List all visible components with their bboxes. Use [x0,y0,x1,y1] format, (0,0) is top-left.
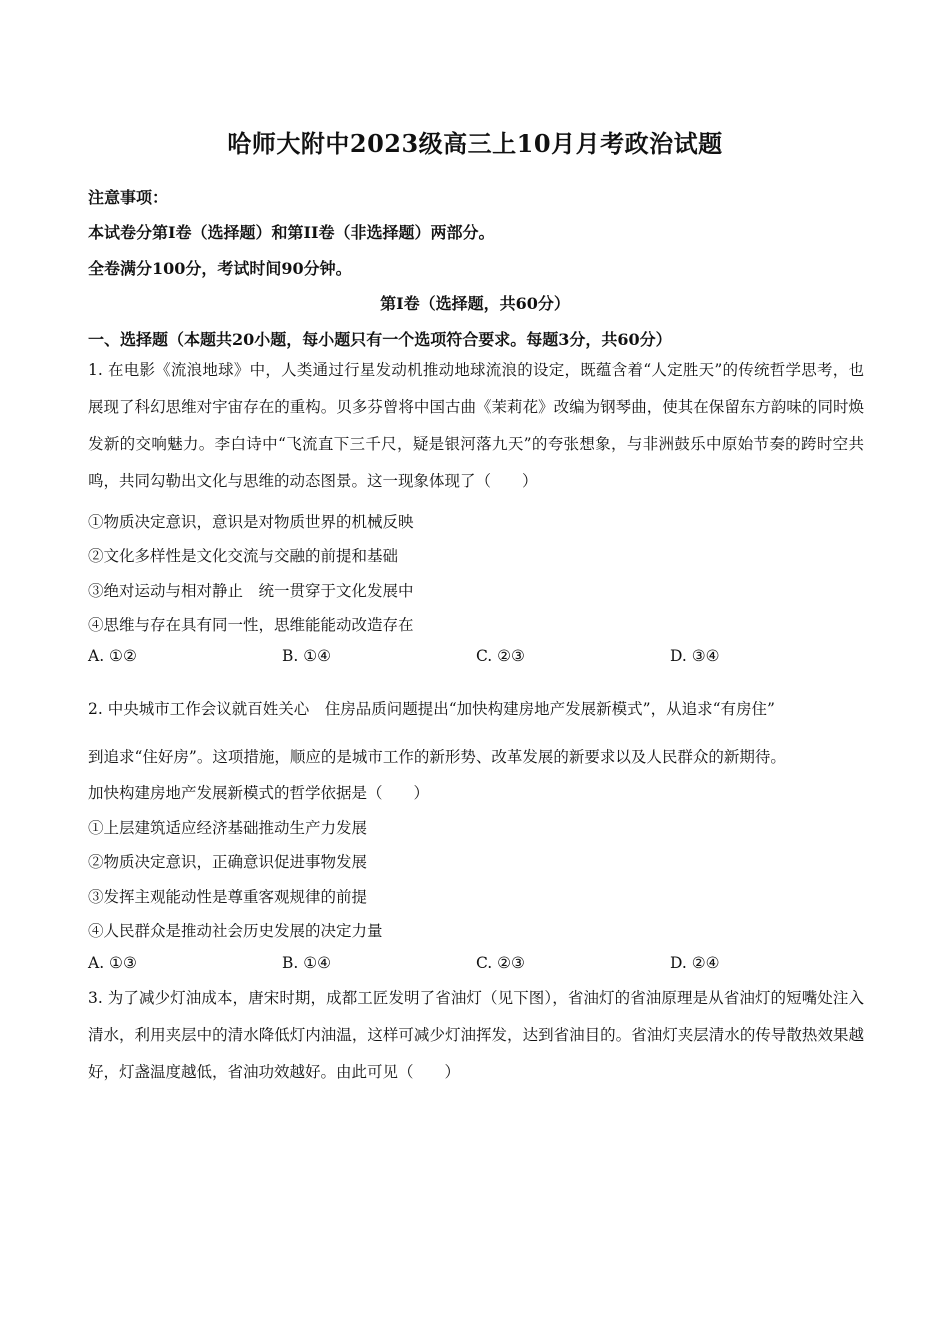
question-1-option-c: C. ②③ [476,647,525,665]
question-2-stem-line-3: 加快构建房地产发展新模式的哲学依据是（ ） [88,784,430,802]
notice-heading: 注意事项： [88,188,169,207]
question-3-stem: 3. 为了减少灯油成本，唐宋时期，成都工匠发明了省油灯（见下图），省油灯的省油原理是从省油灯的短嘴处注入清水，利用夹层中的清水降低灯内油温，这样可减少灯油挥发，达到省油目的。省油灯夹层清水的传导散热效果越好，灯盏温度越低，省油功效越好。由此可见（ ） [88,989,864,1081]
question-1-stem: 1. 在电影《流浪地球》中，人类通过行星发动机推动地球流浪的设定，既蕴含着“人定胜天”的传统哲学思考，也展现了科幻思维对宇宙存在的重构。贝多芬曾将中国古曲《茉莉花》改编为钢琴曲，使其在保留东方韵味的同时焕发新的交响魅力。李白诗中“飞流直下三千尺，疑是银河落九天”的夸张想象，与非洲鼓乐中原始节奏的跨时空共鸣，共同勾勒出文化与思维的动态图景。这一现象体现了（ ） [88,361,864,490]
notice-line-2: 全卷满分100分，考试时间90分钟。 [88,259,352,278]
question-2-stem-line-2: 到追求“住好房”。这项措施，顺应的是城市工作的新形势、改革发展的新要求以及人民群众的新期待。 [88,748,786,766]
page-title: 哈师大附中2023级高三上10月月考政治试题 [227,129,723,158]
question-2-item-4: ④人民群众是推动社会历史发展的决定力量 [88,922,383,940]
question-1-option-a: A. ①② [88,647,137,665]
section-title: 第Ⅰ卷（选择题，共60分） [380,294,570,313]
question-2-stem-line-1: 2. 中央城市工作会议就百姓关心 住房品质问题提出“加快构建房地产发展新模式”，从追求“有房住” [88,700,775,718]
question-1-option-b: B. ①④ [282,647,332,665]
question-2-item-2: ②物质决定意识，正确意识促进事物发展 [88,853,368,871]
section-instruction: 一、选择题（本题共20小题，每小题只有一个选项符合要求。每题3分，共60分） [88,330,672,349]
question-1-item-1: ①物质决定意识，意识是对物质世界的机械反映 [88,513,414,531]
question-2-option-c: C. ②③ [476,954,525,972]
notice-line-1: 本试卷分第Ⅰ卷（选择题）和第II卷（非选择题）两部分。 [88,223,495,242]
question-2-option-a: A. ①③ [88,954,137,972]
question-2-item-1: ①上层建筑适应经济基础推动生产力发展 [88,819,368,837]
question-2-option-d: D. ②④ [670,954,720,972]
question-1-item-4: ④思维与存在具有同一性，思维能能动改造存在 [88,616,414,634]
question-1-option-d: D. ③④ [670,647,720,665]
question-2-option-b: B. ①④ [282,954,332,972]
question-2-item-3: ③发挥主观能动性是尊重客观规律的前提 [88,888,368,906]
question-1-item-2: ②文化多样性是文化交流与交融的前提和基础 [88,547,399,565]
question-1-item-3: ③绝对运动与相对静止 统一贯穿于文化发展中 [88,582,414,600]
